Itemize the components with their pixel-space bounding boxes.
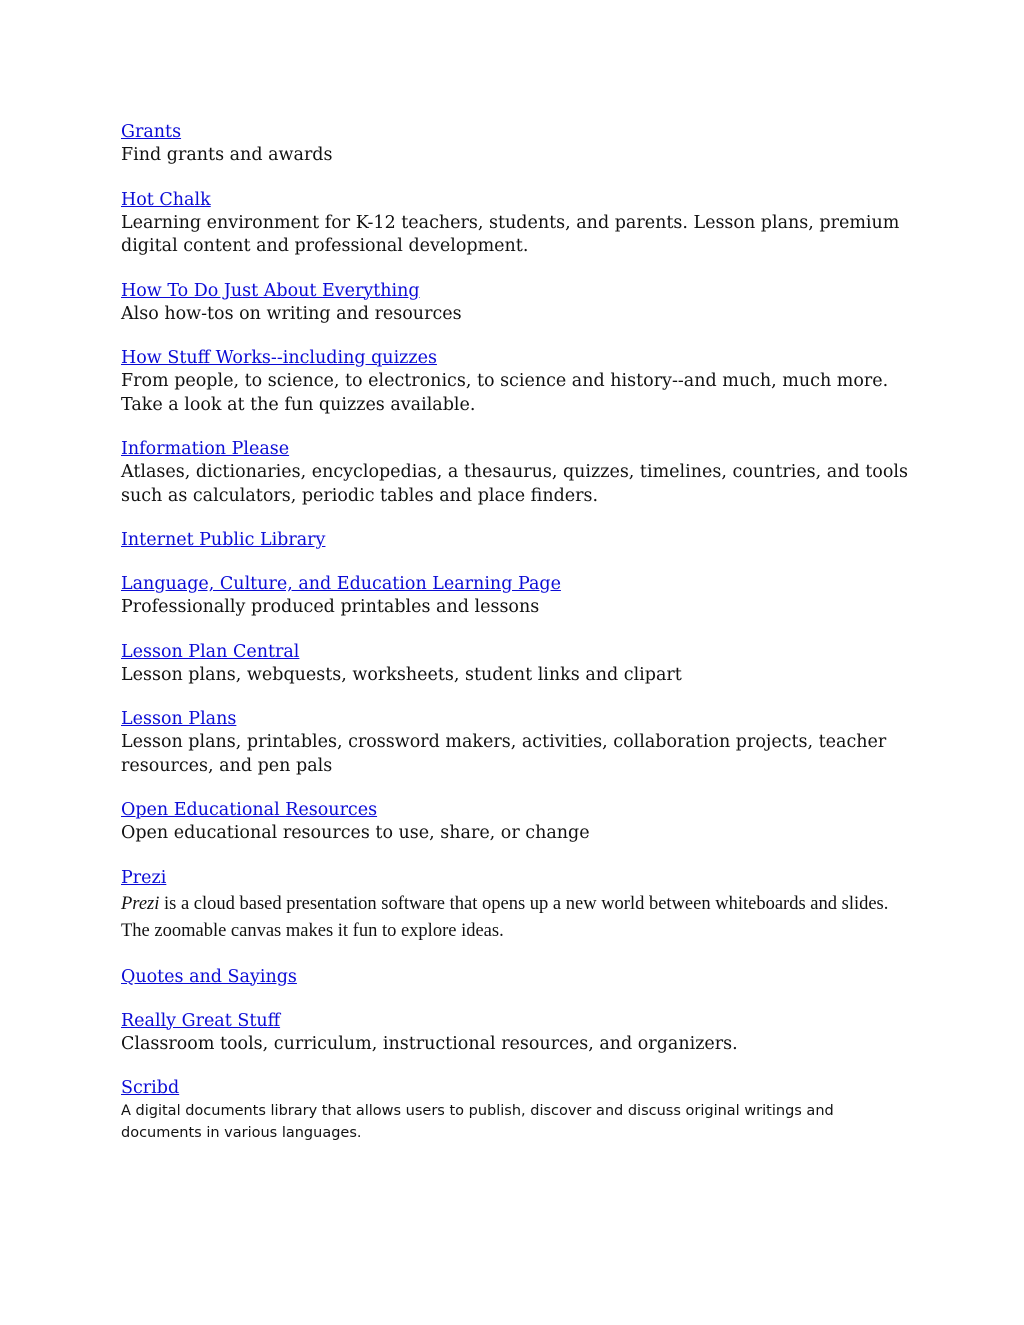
link-description: Lesson plans, printables, crossword makers, activities, collaboration projects, teacher resources, and pen pals — [121, 732, 887, 776]
link-description: Lesson plans, webquests, worksheets, student links and clipart — [121, 664, 682, 685]
link-lesson-plan-central[interactable]: Lesson Plan Central — [121, 641, 300, 662]
resource-list — [121, 120, 911, 1164]
link-grants[interactable]: Grants — [121, 122, 182, 142]
link-description: Find grants and awards — [121, 145, 333, 165]
link-scribd[interactable]: Scribd — [121, 1078, 180, 1098]
list-item — [121, 965, 911, 989]
list-item — [121, 707, 911, 778]
list-item — [121, 188, 911, 259]
list-item — [121, 279, 911, 327]
link-hot-chalk[interactable]: Hot Chalk — [121, 189, 211, 210]
link-language-culture-education[interactable]: Language, Culture, and Education Learning Page — [121, 574, 561, 594]
list-item — [121, 528, 911, 552]
link-really-great-stuff[interactable]: Really Great Stuff — [121, 1010, 281, 1031]
link-how-stuff-works[interactable]: How Stuff Works--including quizzes — [121, 348, 437, 368]
link-information-please[interactable]: Information Please — [121, 439, 290, 459]
list-item — [121, 572, 911, 620]
link-internet-public-library[interactable]: Internet Public Library — [121, 530, 326, 550]
link-description: Professionally produced printables and lessons — [121, 597, 540, 617]
link-how-to-do-just-about-everything[interactable]: How To Do Just About Everything — [121, 280, 420, 301]
list-item — [121, 640, 911, 688]
link-quotes-and-sayings[interactable]: Quotes and Sayings — [121, 966, 297, 987]
list-item — [121, 798, 911, 846]
link-description: A digital documents library that allows users to publish, discover and discuss original writings and documents in various languages. — [121, 1103, 834, 1141]
link-description: Learning environment for K-12 teachers, students, and parents. Lesson plans, premium digital content and professional development. — [121, 212, 900, 256]
link-description: From people, to science, to electronics, to science and history--and much, much more. Take a look at the fun quizzes available. — [121, 371, 889, 415]
link-lesson-plans[interactable]: Lesson Plans — [121, 709, 237, 729]
link-description: Also how-tos on writing and resources — [121, 303, 462, 324]
link-description: Open educational resources to use, share, or change — [121, 823, 590, 843]
list-item — [121, 866, 911, 945]
prezi-description-text: is a cloud based presentation software that opens up a new world between whiteboards and slides. The zoomable canvas makes it fun to explore ideas. — [121, 893, 889, 941]
list-item — [121, 1076, 911, 1144]
list-item — [121, 346, 911, 417]
list-item — [121, 120, 911, 168]
link-open-educational-resources[interactable]: Open Educational Resources — [121, 800, 378, 820]
list-item — [121, 1009, 911, 1057]
link-description: Atlases, dictionaries, encyclopedias, a thesaurus, quizzes, timelines, countries, and tools such as calculators, periodic tables and place finders. — [121, 462, 908, 506]
link-description: Classroom tools, curriculum, instructional resources, and organizers. — [121, 1033, 738, 1054]
list-item — [121, 437, 911, 508]
prezi-name: Prezi — [121, 893, 160, 914]
link-prezi[interactable]: Prezi — [121, 867, 167, 888]
link-description — [121, 891, 911, 945]
